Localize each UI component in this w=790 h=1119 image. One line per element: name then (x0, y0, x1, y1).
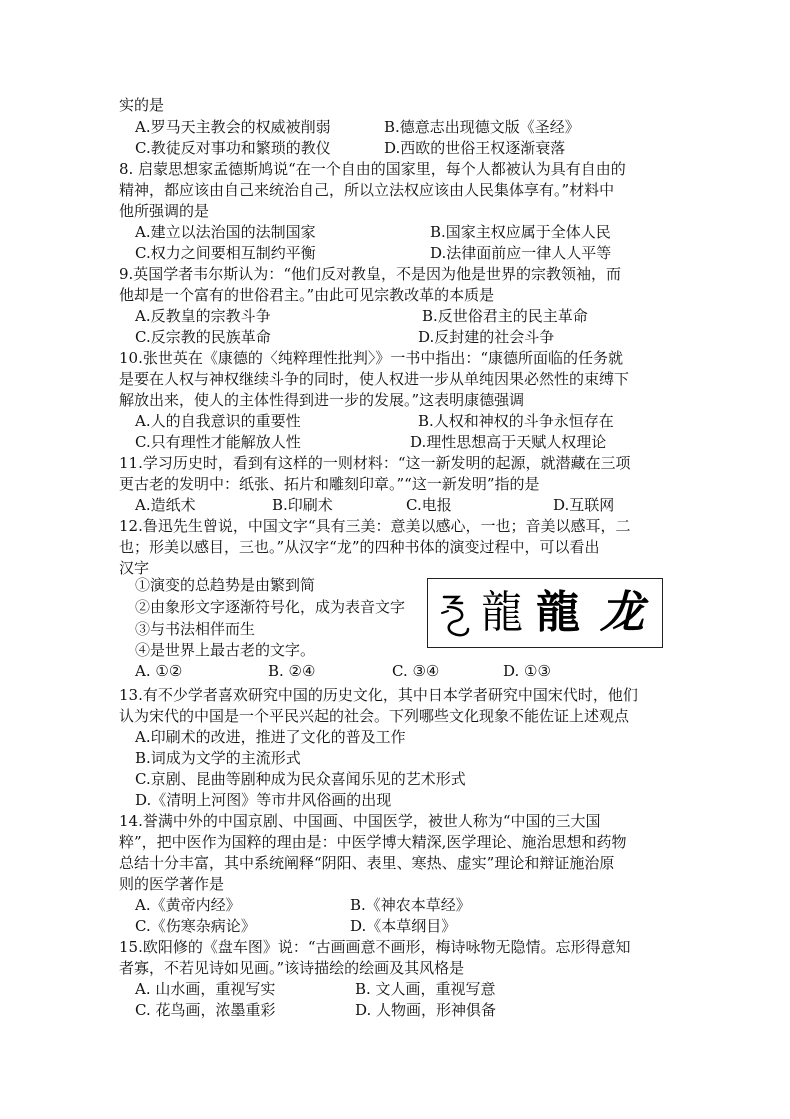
q10-option-b: B.人权和神权的斗争永恒存在 (418, 412, 614, 430)
q9-option-a: A.反教皇的宗教斗争 (135, 307, 271, 325)
q9-stem-2: 他却是一个富有的世俗君主。”由此可见宗教改革的本质是 (119, 286, 495, 304)
q15-option-c: C. 花鸟画，浓墨重彩 (135, 1001, 276, 1019)
q8-stem-2: 精神，都应该由自己来统治自己，所以立法权应该由人民集体享有。”材料中 (119, 181, 615, 199)
q15-option-a: A. 山水画，重视写实 (135, 980, 276, 998)
q14-option-d: D.《本草纲目》 (350, 917, 457, 935)
q13-option-a: A.印刷术的改进，推进了文化的普及工作 (135, 728, 406, 746)
q10-option-c: C.只有理性才能解放人性 (135, 433, 301, 451)
seal-script-dragon-glyph: 龍 (481, 587, 523, 638)
q7-option-a: A.罗马天主教会的权威被削弱 (135, 118, 331, 136)
q15-stem: 15.欧阳修的《盘车图》说：“古画画意不画形，梅诗咏物无隐情。忘形得意知 (119, 938, 631, 956)
q10-stem-3: 解放出来，使人的主体性得到进一步的发展。”这表明康德强调 (119, 391, 525, 409)
q14-stem-4: 则的医学著作是 (119, 875, 225, 893)
q15-option-b: B. 文人画，重视写意 (355, 980, 496, 998)
q11-option-b: B.印刷术 (272, 496, 333, 514)
q15-stem-2: 者寡，不若见诗如见画。”该诗描绘的绘画及其风格是 (119, 959, 465, 977)
q14-option-b: B.《神农本草经》 (350, 896, 471, 914)
q8-option-d: D.法律面前应一律人人平等 (430, 244, 612, 262)
q9-option-d: D.反封建的社会斗争 (418, 328, 555, 346)
q11-option-d: D.互联网 (553, 496, 615, 514)
q10-option-d: D.理性思想高于天赋人权理论 (410, 433, 607, 451)
q13-stem-2: 认为宋代的中国是一个平民兴起的社会。下列哪些文化现象不能佐证上述观点 (119, 707, 630, 725)
q15-option-d: D. 人物画，形神俱备 (355, 1001, 497, 1019)
q14-stem: 14.誉满中外的中国京剧、中国画、中国医学，被世人称为“中国的三大国 (119, 812, 601, 830)
q14-stem-3: 总结十分丰富，其中系统阐释“阴阳、表里、寒热、虚实”理论和辩证施治原 (119, 854, 615, 872)
q12-statement-4: ④是世界上最古老的文字。 (135, 641, 316, 659)
q13-option-b: B.词成为文学的主流形式 (135, 749, 301, 767)
q14-option-a: A.《黄帝内经》 (135, 896, 241, 914)
q9-option-b: B.反世俗君主的民主革命 (422, 307, 588, 325)
q12-option-c: C. ③④ (392, 662, 440, 680)
dragon-character-evolution-figure (427, 578, 663, 648)
q12-stem: 12.鲁迅先生曾说，中国文字“具有三美：意美以感心，一也；音美以感耳，二 (119, 517, 631, 535)
q7-option-c: C.教徒反对事功和繁琐的教仪 (135, 139, 331, 157)
q13-option-d: D.《清明上河图》等市井风俗画的出现 (135, 791, 392, 809)
q10-stem: 10.张世英在《康德的〈纯粹理性批判〉》一书中指出：“康德所面临的任务就 (119, 349, 624, 367)
q8-stem: 8. 启蒙思想家孟德斯鸠说“在一个自由的国家里，每个人都被认为具有自由的 (119, 160, 626, 178)
q8-stem-3: 他所强调的是 (119, 202, 210, 220)
oracle-bone-dragon-glyph (438, 589, 472, 639)
q12-statement-3: ③与书法相伴而生 (135, 620, 256, 638)
q11-stem-2: 更古老的发明中：纸张、拓片和雕刻印章。”“这一新发明”指的是 (119, 475, 540, 493)
q7-stem-tail: 实的是 (119, 96, 165, 114)
q14-option-c: C.《伤寒杂病论》 (135, 917, 256, 935)
q7-option-d: D.西欧的世俗王权逐渐衰落 (384, 139, 566, 157)
q8-option-b: B.国家主权应属于全体人民 (430, 223, 611, 241)
q10-stem-2: 是要在人权与神权继续斗争的同时，使人权进一步从单纯因果必然性的束缚下 (119, 370, 630, 388)
q11-stem: 11.学习历史时，看到有这样的一则材料：“这一新发明的起源，就潜藏在三项 (119, 454, 631, 472)
q11-option-c: C.电报 (406, 496, 452, 514)
q12-option-d: D. ①③ (503, 662, 551, 680)
q10-option-a: A.人的自我意识的重要性 (135, 412, 301, 430)
q8-option-a: A.建立以法治国的法制国家 (135, 223, 316, 241)
q12-option-a: A. ①② (135, 662, 183, 680)
q12-stem-2: 也；形美以感目，三也。”从汉字“龙”的四种书体的演变过程中，可以看出 (119, 538, 600, 556)
q11-option-a: A.造纸术 (135, 496, 196, 514)
q14-stem-2: 粹”，把中医作为国粹的理由是：中医学博大精深,医学理论、施治思想和药物 (119, 833, 627, 851)
q13-option-c: C.京剧、昆曲等剧种成为民众喜闻乐见的艺术形式 (135, 770, 466, 788)
q12-statement-2: ②由象形文字逐渐符号化，成为表音文字 (135, 598, 406, 616)
q9-option-c: C.反宗教的民族革命 (135, 328, 271, 346)
simplified-dragon-glyph: 龙 (600, 587, 644, 638)
q12-option-b: B. ②④ (268, 662, 316, 680)
q13-stem: 13.有不少学者喜欢研究中国的历史文化，其中日本学者研究中国宋代时，他们 (119, 686, 638, 704)
q12-statement-1: ①演变的总趋势是由繁到简 (135, 576, 316, 594)
traditional-dragon-glyph: 龍 (536, 587, 580, 638)
q8-option-c: C.权力之间要相互制约平衡 (135, 244, 316, 262)
q7-option-b: B.德意志出现德文版《圣经》 (384, 118, 580, 136)
q12-stem-3: 汉字 (119, 559, 150, 577)
q9-stem: 9.英国学者韦尔斯认为：“他们反对教皇，不是因为他是世界的宗教领袖，而 (119, 265, 621, 283)
